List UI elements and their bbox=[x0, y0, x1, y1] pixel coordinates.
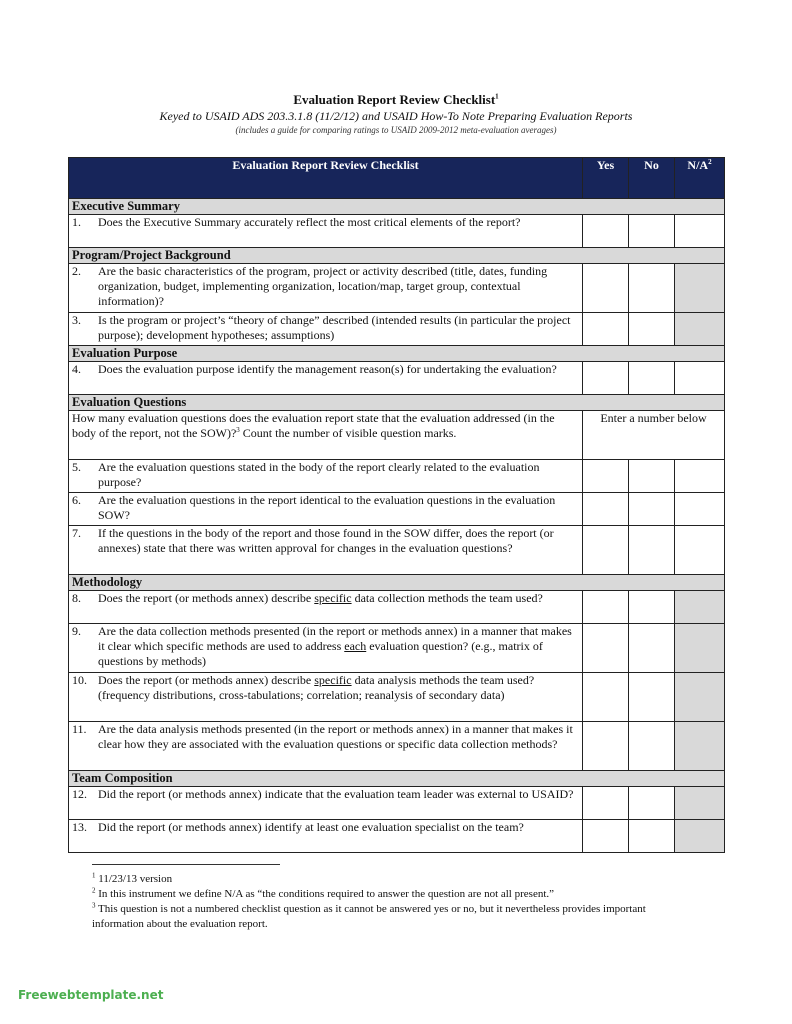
question-text: Does the Executive Summary accurately reflect the most critical elements of the report? bbox=[98, 215, 521, 229]
table-header-row bbox=[69, 158, 725, 199]
footnote-2: $^2$ In this instrument we define N/A as “the conditions required to answer the question are not all present.” bbox=[92, 886, 555, 900]
section-row bbox=[69, 395, 725, 411]
footnote-divider bbox=[92, 864, 280, 865]
no-cell[interactable] bbox=[629, 526, 675, 575]
no-cell[interactable] bbox=[629, 493, 675, 526]
col-header-no: No bbox=[629, 158, 675, 199]
yes-cell[interactable] bbox=[583, 673, 629, 722]
na-cell-disabled bbox=[675, 787, 725, 820]
no-cell[interactable] bbox=[629, 362, 675, 395]
no-cell[interactable] bbox=[629, 624, 675, 673]
question-text: If the questions in the body of the report and those found in the SOW differ, does the report (or annexes) state that there was written approval for changes in the evaluation questions? bbox=[98, 526, 554, 555]
yes-cell[interactable] bbox=[583, 264, 629, 313]
question-text: Are the data collection methods presented (in the report or methods annex) in a manner that makes it clear which specific methods are used to address each evaluation question? (e.g., matrix of questions by methods) bbox=[98, 624, 572, 668]
na-cell[interactable] bbox=[675, 215, 725, 248]
no-cell[interactable] bbox=[629, 787, 675, 820]
no-cell[interactable] bbox=[629, 313, 675, 346]
section-executive-summary: Executive Summary bbox=[69, 199, 725, 215]
na-cell-disabled bbox=[675, 820, 725, 853]
table-row: 12. Did the report (or methods annex) indicate that the evaluation team leader was external to USAID? bbox=[69, 787, 725, 820]
section-evaluation-purpose: Evaluation Purpose bbox=[69, 346, 725, 362]
yes-cell[interactable] bbox=[583, 493, 629, 526]
footnote-3: $^3$ This question is not a numbered checklist question as it cannot be answered yes or no, but it nevertheless provides important information about the evaluation report. bbox=[92, 901, 646, 930]
table-row: 9. Are the data collection methods presented (in the report or methods annex) in a manner that makes it clear which specific methods are used to address each evaluation question? (e.g., matrix of questions by methods) bbox=[69, 624, 725, 673]
no-cell[interactable] bbox=[629, 673, 675, 722]
yes-cell[interactable] bbox=[583, 820, 629, 853]
question-text: Did the report (or methods annex) indicate that the evaluation team leader was external to USAID? bbox=[98, 787, 574, 801]
no-cell[interactable] bbox=[629, 591, 675, 624]
section-row bbox=[69, 575, 725, 591]
no-cell[interactable] bbox=[629, 264, 675, 313]
question-text: Does the report (or methods annex) describe specific data analysis methods the team used? (frequency distributions, cross-tabulations; correlation; reanalysis of secondary data) bbox=[98, 673, 535, 702]
yes-cell[interactable] bbox=[583, 313, 629, 346]
document-header bbox=[0, 92, 792, 136]
yes-cell[interactable] bbox=[583, 722, 629, 771]
footnotes bbox=[92, 872, 692, 932]
question-text: Are the data analysis methods presented (in the report or methods annex) in a manner that makes it clear how they are associated with the evaluation questions or specific data collection methods? bbox=[98, 722, 573, 751]
na-cell[interactable] bbox=[675, 460, 725, 493]
na-cell-disabled bbox=[675, 313, 725, 346]
section-evaluation-questions: Evaluation Questions bbox=[69, 395, 725, 411]
section-program-background: Program/Project Background bbox=[69, 248, 725, 264]
na-cell-disabled bbox=[675, 624, 725, 673]
yes-cell[interactable] bbox=[583, 215, 629, 248]
no-cell[interactable] bbox=[629, 820, 675, 853]
na-cell[interactable] bbox=[675, 362, 725, 395]
section-row bbox=[69, 346, 725, 362]
question-count-text: How many evaluation questions does the evaluation report state that the evaluation addressed (in the body of the report, not the SOW)?$^3$ Count the number of visible question marks. bbox=[69, 411, 583, 460]
watermark: Freewebtemplate.net bbox=[18, 988, 164, 1002]
yes-cell[interactable] bbox=[583, 526, 629, 575]
table-row bbox=[69, 411, 725, 460]
table-row: 1. Does the Executive Summary accurately reflect the most critical elements of the report? bbox=[69, 215, 725, 248]
section-team-composition: Team Composition bbox=[69, 771, 725, 787]
yes-cell[interactable] bbox=[583, 624, 629, 673]
yes-cell[interactable] bbox=[583, 362, 629, 395]
section-row bbox=[69, 771, 725, 787]
checklist-table bbox=[68, 157, 725, 853]
table-row: 2. Are the basic characteristics of the program, project or activity described (title, dates, funding organization, budget, implementing organization, location/map, target group, contextual information)? bbox=[69, 264, 725, 313]
na-cell-disabled bbox=[675, 264, 725, 313]
footnote-1: $^1$ 11/23/13 version bbox=[92, 871, 173, 885]
table-row: 10. Does the report (or methods annex) describe specific data analysis methods the team used? (frequency distributions, cross-tabulations; correlation; reanalysis of secondary data) bbox=[69, 673, 725, 722]
table-row: 3. Is the program or project’s “theory of change” described (intended results (in particular the project purpose); development hypotheses; assumptions) bbox=[69, 313, 725, 346]
question-text: Are the evaluation questions in the report identical to the evaluation questions in the evaluation SOW? bbox=[98, 493, 556, 522]
question-text: Are the evaluation questions stated in the body of the report clearly related to the evaluation purpose? bbox=[98, 460, 540, 489]
no-cell[interactable] bbox=[629, 215, 675, 248]
col-header-main: Evaluation Report Review Checklist bbox=[69, 158, 583, 199]
yes-cell[interactable] bbox=[583, 591, 629, 624]
yes-cell[interactable] bbox=[583, 460, 629, 493]
table-row: 7. If the questions in the body of the report and those found in the SOW differ, does the report (or annexes) state that there was written approval for changes in the evaluation questions? bbox=[69, 526, 725, 575]
na-cell-disabled bbox=[675, 722, 725, 771]
table-row: 13. Did the report (or methods annex) identify at least one evaluation specialist on the team? bbox=[69, 820, 725, 853]
document-note: (includes a guide for comparing ratings to USAID 2009-2012 meta-evaluation averages) bbox=[235, 125, 557, 135]
enter-number-label: Enter a number below bbox=[600, 411, 707, 425]
table-row: 8. Does the report (or methods annex) describe specific data collection methods the team used? bbox=[69, 591, 725, 624]
no-cell[interactable] bbox=[629, 722, 675, 771]
section-methodology: Methodology bbox=[69, 575, 725, 591]
document-subtitle: Keyed to USAID ADS 203.3.1.8 (11/2/12) and USAID How-To Note Preparing Evaluation Reports bbox=[159, 109, 633, 123]
section-row bbox=[69, 199, 725, 215]
table-row: 6. Are the evaluation questions in the report identical to the evaluation questions in the evaluation SOW? bbox=[69, 493, 725, 526]
section-row bbox=[69, 248, 725, 264]
na-cell-disabled bbox=[675, 673, 725, 722]
no-cell[interactable] bbox=[629, 460, 675, 493]
table-row: 11. Are the data analysis methods presented (in the report or methods annex) in a manner that makes it clear how they are associated with the evaluation questions or specific data collection methods? bbox=[69, 722, 725, 771]
na-cell-disabled bbox=[675, 591, 725, 624]
table-row: 4. Does the evaluation purpose identify the management reason(s) for undertaking the evaluation? bbox=[69, 362, 725, 395]
question-text: Are the basic characteristics of the program, project or activity described (title, dates, funding organization, budget, implementing organization, location/map, target group, contextual information)? bbox=[98, 264, 548, 308]
document-title: Evaluation Report Review Checklist$^1$ bbox=[293, 92, 499, 107]
question-count-input-cell[interactable] bbox=[583, 411, 725, 460]
question-text: Does the evaluation purpose identify the management reason(s) for undertaking the evaluation? bbox=[98, 362, 557, 376]
question-text: Does the report (or methods annex) describe specific data collection methods the team used? bbox=[98, 591, 543, 605]
yes-cell[interactable] bbox=[583, 787, 629, 820]
question-text: Is the program or project’s “theory of change” described (intended results (in particular the project purpose); development hypotheses; assumptions) bbox=[98, 313, 571, 342]
col-header-na: $N/A^2$ bbox=[675, 158, 725, 199]
col-header-yes: Yes bbox=[583, 158, 629, 199]
table-row: 5. Are the evaluation questions stated in the body of the report clearly related to the evaluation purpose? bbox=[69, 460, 725, 493]
na-cell[interactable] bbox=[675, 493, 725, 526]
question-text: Did the report (or methods annex) identify at least one evaluation specialist on the team? bbox=[98, 820, 524, 834]
na-cell[interactable] bbox=[675, 526, 725, 575]
